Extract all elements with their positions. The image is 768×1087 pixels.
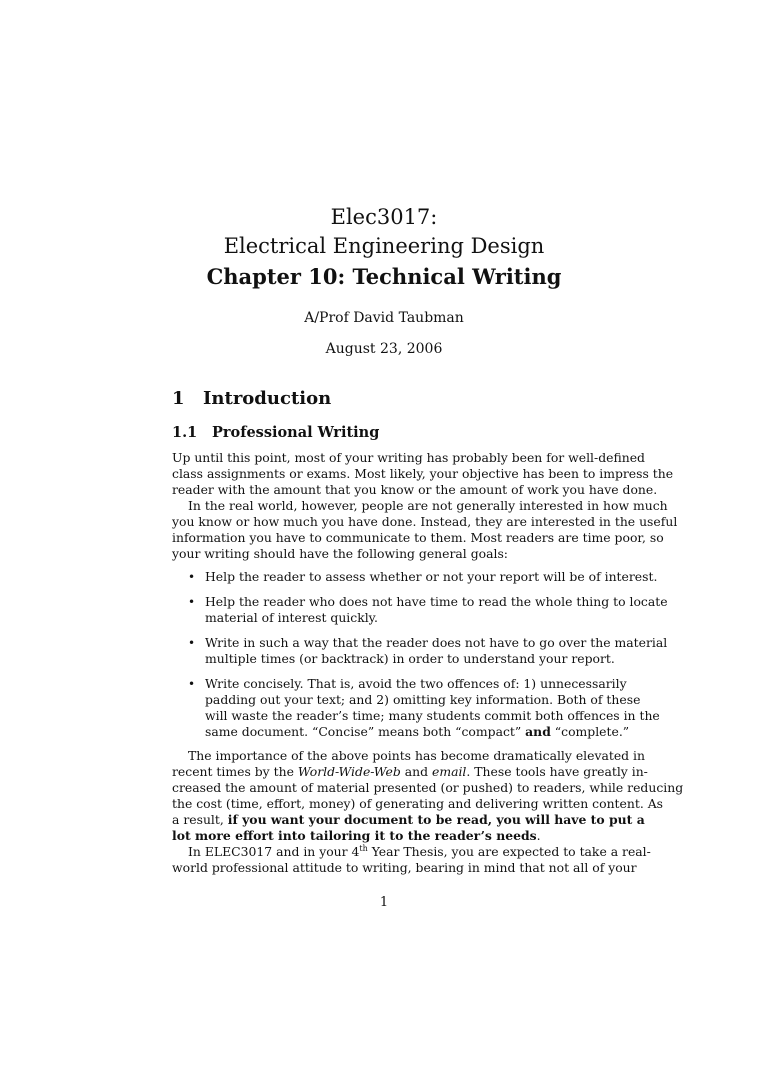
paragraph-line: Up until this point, most of your writing has probably been for well-defined bbox=[172, 450, 645, 465]
bullet-marker: • bbox=[188, 636, 196, 650]
paragraph-line: information you have to communicate to them. Most readers are time poor, so bbox=[172, 530, 664, 545]
paragraph-line: In ELEC3017 and in your 4th Year Thesis, you are expected to take a real- bbox=[188, 844, 651, 859]
paragraph-line: world professional attitude to writing, bearing in mind that not all of your bbox=[172, 860, 637, 875]
paragraph-line: In the real world, however, people are not generally interested in how much bbox=[188, 498, 668, 513]
chapter-title: Chapter 10: Technical Writing bbox=[206, 264, 562, 289]
date: August 23, 2006 bbox=[325, 341, 443, 357]
subsection-title: Professional Writing bbox=[212, 424, 380, 441]
bullet-text: padding out your text; and 2) omitting key information. Both of these bbox=[205, 692, 641, 707]
section-heading bbox=[172, 388, 331, 409]
bullet-text: same document. “Concise” means both “compact” and “complete.” bbox=[205, 724, 630, 739]
paragraph-line: recent times by the World-Wide-Web and email. These tools have greatly in- bbox=[172, 764, 648, 779]
course-code: Elec3017: bbox=[330, 205, 438, 229]
course-name: Electrical Engineering Design bbox=[223, 234, 545, 258]
author: A/Prof David Taubman bbox=[304, 310, 464, 326]
bullet-text: Write concisely. That is, avoid the two offences of: 1) unnecessarily bbox=[205, 676, 627, 691]
subsection-heading bbox=[172, 424, 379, 441]
bullet-text: multiple times (or backtrack) in order to understand your report. bbox=[205, 651, 615, 666]
bullet-marker: • bbox=[188, 677, 196, 691]
bullet-text: will waste the reader’s time; many students commit both offences in the bbox=[205, 708, 660, 723]
bullet-marker: • bbox=[188, 595, 196, 609]
paragraph-line: creased the amount of material presented (or pushed) to readers, while reducing bbox=[172, 780, 684, 795]
paragraph-line: lot more effort into tailoring it to the reader’s needs. bbox=[172, 828, 541, 843]
section-number: 1 bbox=[172, 388, 185, 409]
subsection-number: 1.1 bbox=[172, 424, 198, 441]
paragraph-line: reader with the amount that you know or the amount of work you have done. bbox=[172, 482, 658, 497]
bullet-text: material of interest quickly. bbox=[205, 610, 378, 625]
paragraph-line: the cost (time, effort, money) of generating and delivering written content. As bbox=[172, 796, 664, 811]
section-title: Introduction bbox=[203, 388, 332, 409]
paragraph-line: your writing should have the following general goals: bbox=[172, 546, 508, 561]
paragraph-line: you know or how much you have done. Instead, they are interested in the useful bbox=[172, 514, 678, 529]
paragraph-line: a result, if you want your document to be read, you will have to put a bbox=[172, 812, 645, 827]
bullet-text: Help the reader to assess whether or not your report will be of interest. bbox=[205, 569, 658, 584]
page-number: 1 bbox=[379, 895, 389, 910]
bullet-marker: • bbox=[188, 570, 196, 584]
bullet-text: Write in such a way that the reader does not have to go over the material bbox=[205, 635, 668, 650]
paragraph-line: The importance of the above points has become dramatically elevated in bbox=[188, 748, 645, 763]
paragraph-line: class assignments or exams. Most likely, your objective has been to impress the bbox=[172, 466, 674, 481]
bullet-text: Help the reader who does not have time to read the whole thing to locate bbox=[205, 594, 668, 609]
